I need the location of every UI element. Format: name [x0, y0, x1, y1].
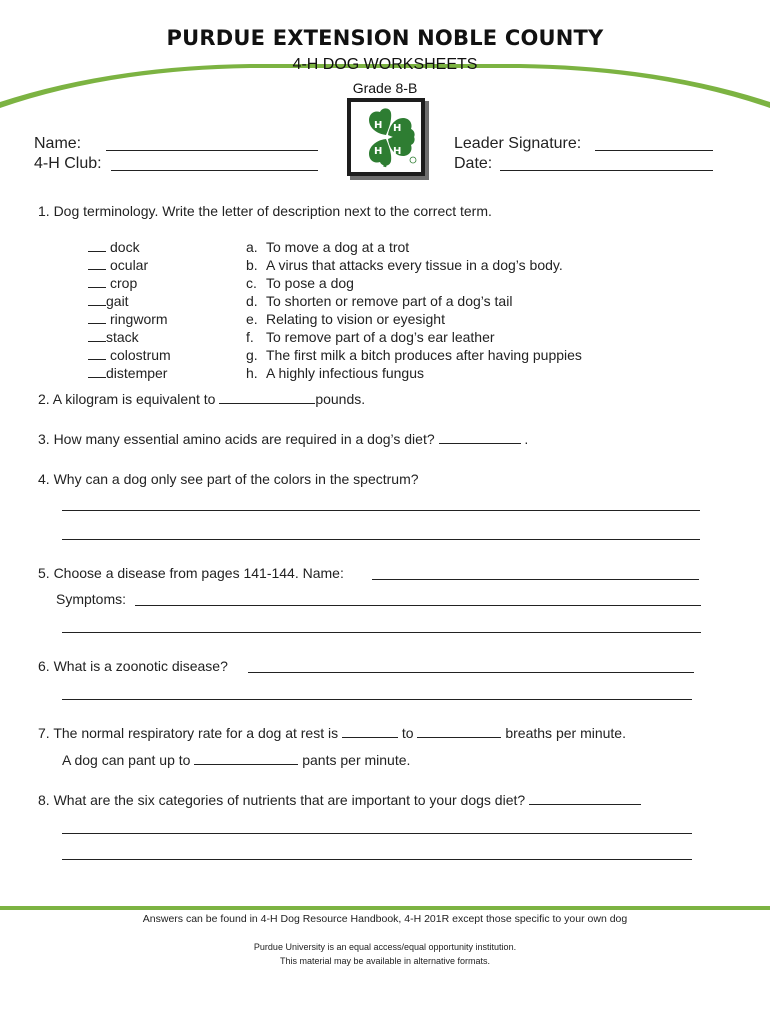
- answer-blank: [88, 239, 106, 252]
- answer-blank: [88, 347, 106, 360]
- question-3: 3. How many essential amino acids are required in a dog’s diet? .: [38, 431, 529, 447]
- svg-text:H: H: [393, 123, 402, 134]
- symptoms-line-2[interactable]: [62, 632, 701, 633]
- name-field[interactable]: [106, 150, 318, 151]
- zoonotic-answer-line-2[interactable]: [62, 699, 692, 700]
- answers-note: Answers can be found in 4-H Dog Resource Handbook, 4-H 201R except those specific to your own dog: [142, 913, 628, 925]
- q4-answer-line-1[interactable]: [62, 510, 700, 511]
- definition-row: b. A virus that attacks every tissue in a dog’s body.: [246, 257, 563, 273]
- svg-text:H: H: [374, 146, 383, 157]
- respiratory-max-field[interactable]: [417, 725, 501, 738]
- zoonotic-answer-field[interactable]: [248, 672, 694, 673]
- amino-acids-answer-field[interactable]: [439, 431, 521, 444]
- pant-rate-field[interactable]: [194, 752, 298, 765]
- symptoms-field[interactable]: [135, 605, 701, 606]
- answer-blank: [88, 293, 106, 306]
- question-5: 5. Choose a disease from pages 141-144. Name:: [38, 565, 344, 581]
- date-label: Date:: [454, 155, 493, 172]
- club-field[interactable]: [111, 170, 318, 171]
- 4h-clover-logo: [347, 98, 429, 180]
- leader-signature-field[interactable]: [595, 150, 713, 151]
- answer-blank: [88, 257, 106, 270]
- footer-divider: [0, 903, 770, 911]
- question-1: 1. Dog terminology. Write the letter of description next to the correct term.: [38, 203, 492, 219]
- name-label: Name:: [34, 135, 82, 152]
- disease-name-field[interactable]: [372, 579, 699, 580]
- question-8: 8. What are the six categories of nutrients that are important to your dogs diet?: [38, 792, 641, 808]
- club-label: 4-H Club:: [34, 155, 102, 172]
- svg-text:H: H: [374, 120, 383, 131]
- definition-row: c. To pose a dog: [246, 275, 354, 291]
- answer-blank: [88, 365, 106, 378]
- answer-blank: [88, 329, 106, 342]
- definition-row: h. A highly infectious fungus: [246, 365, 424, 381]
- q4-answer-line-2[interactable]: [62, 539, 700, 540]
- answer-blank: [88, 311, 106, 324]
- term-row[interactable]: crop: [88, 275, 137, 291]
- leader-signature-label: Leader Signature:: [454, 135, 582, 152]
- question-7: 7. The normal respiratory rate for a dog at rest is to breaths per minute.: [38, 725, 626, 741]
- date-field[interactable]: [500, 170, 713, 171]
- question-2: 2. A kilogram is equivalent to pounds.: [38, 391, 366, 407]
- question-7-pant: A dog can pant up to pants per minute.: [62, 752, 411, 768]
- equal-opportunity-note: Purdue University is an equal access/equal opportunity institution. This material may be available in alternative formats.: [253, 942, 517, 966]
- term-row[interactable]: colostrum: [88, 347, 171, 363]
- answer-blank: [88, 275, 106, 288]
- term-row[interactable]: dock: [88, 239, 140, 255]
- term-row[interactable]: ringworm: [88, 311, 168, 327]
- definition-row: g. The first milk a bitch produces after having puppies: [246, 347, 582, 363]
- nutrients-answer-line-2[interactable]: [62, 833, 692, 834]
- page-title: PURDUE EXTENSION NOBLE COUNTY: [166, 26, 604, 50]
- respiratory-min-field[interactable]: [342, 725, 398, 738]
- question-6: 6. What is a zoonotic disease?: [38, 658, 228, 674]
- grade-label: Grade 8-B: [352, 80, 418, 96]
- svg-text:H: H: [393, 146, 402, 157]
- page-subtitle: 4-H DOG WORKSHEETS: [292, 56, 478, 73]
- kilogram-answer-field[interactable]: [219, 391, 315, 404]
- symptoms-label: Symptoms:: [56, 591, 127, 607]
- definition-row: e. Relating to vision or eyesight: [246, 311, 445, 327]
- nutrients-answer-field[interactable]: [529, 792, 641, 805]
- term-row[interactable]: stack: [88, 329, 139, 345]
- term-row[interactable]: gait: [88, 293, 129, 309]
- definition-row: d. To shorten or remove part of a dog’s tail: [246, 293, 513, 309]
- term-row[interactable]: distemper: [88, 365, 167, 381]
- definition-row: a. To move a dog at a trot: [246, 239, 410, 255]
- definition-row: f. To remove part of a dog’s ear leather: [246, 329, 495, 345]
- question-4: 4. Why can a dog only see part of the colors in the spectrum?: [38, 471, 419, 487]
- term-row[interactable]: ocular: [88, 257, 148, 273]
- nutrients-answer-line-3[interactable]: [62, 859, 692, 860]
